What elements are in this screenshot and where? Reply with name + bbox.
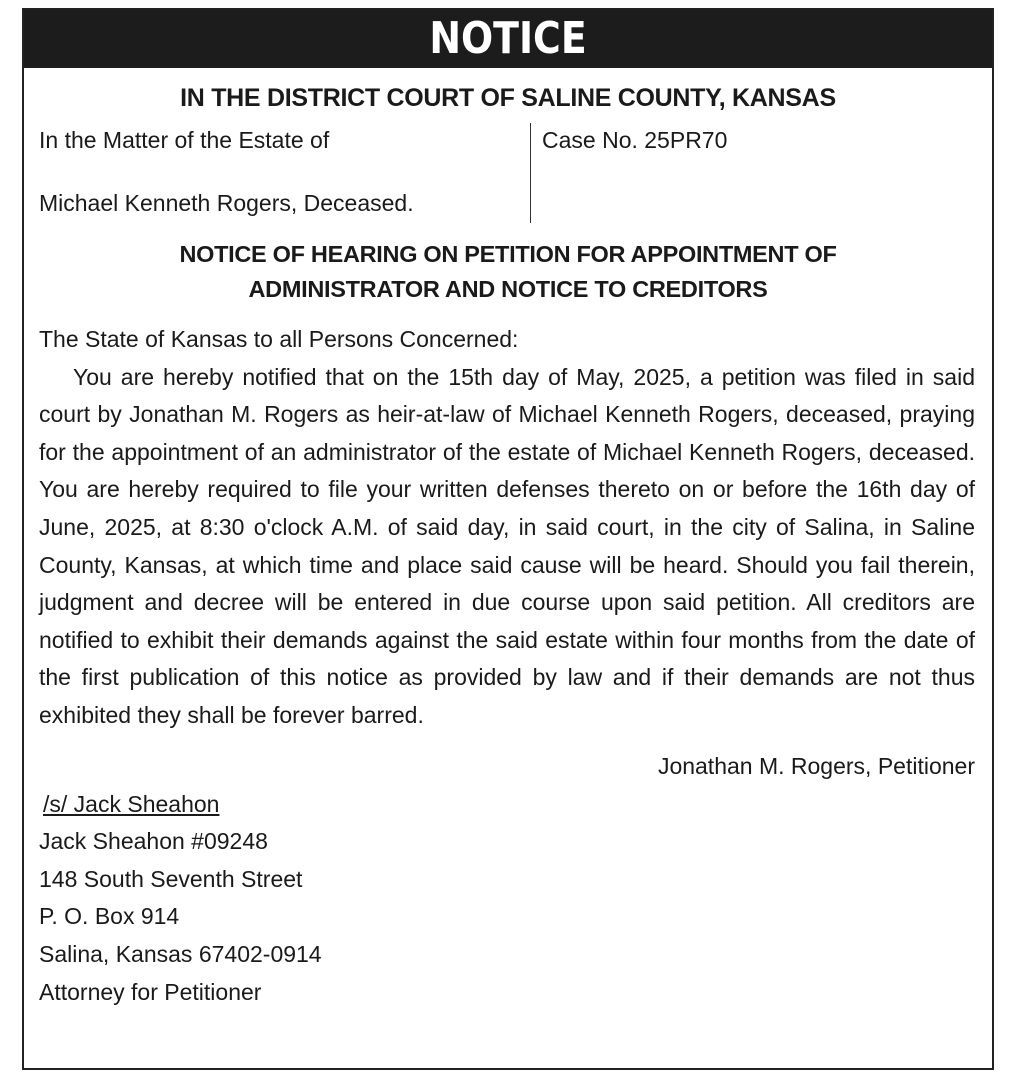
petitioner-signature-line: Jonathan M. Rogers, Petitioner <box>657 752 975 779</box>
caption-divider <box>530 123 531 223</box>
case-caption <box>24 123 992 217</box>
attorney-role: Attorney for Petitioner <box>39 978 262 1005</box>
legal-notice <box>22 8 994 1070</box>
notice-heading <box>24 237 992 307</box>
matter-line-2: Michael Kenneth Rogers, Deceased. <box>39 190 414 216</box>
notice-banner <box>24 10 992 68</box>
attorney-street: 148 South Seventh Street <box>39 865 303 892</box>
matter-line-1: In the Matter of the Estate of <box>39 127 330 153</box>
attorney-name: Jack Sheahon #09248 <box>39 828 268 855</box>
notice-heading-line-2: ADMINISTRATOR AND NOTICE TO CREDITORS <box>248 276 768 302</box>
salutation: The State of Kansas to all Persons Concerned: <box>39 326 519 352</box>
attorney-signature: /s/ Jack Sheahon <box>43 790 220 817</box>
notice-body <box>39 321 975 735</box>
matter-of-estate <box>39 127 529 217</box>
court-title: IN THE DISTRICT COURT OF SALINE COUNTY, KANSAS <box>180 84 836 112</box>
notice-paragraph: You are hereby notified that on the 15th day of May, 2025, a petition was filed in said court by Jonathan M. Rogers as heir-at-law of Michael Kenneth Rogers, deceased, praying for the appointment of an administrator of the estate of Michael Kenneth Rogers, deceased. You are hereby required to file your written defenses thereto on or before the 16th day of June, 2025, at 8:30 o'clock A.M. of said day, in said court, in the city of Salina, in Saline County, Kansas, at which time and place said cause will be heard. Should you fail therein, judgment and decree will be entered in due course upon said petition. All creditors are notified to exhibit their demands against the said estate within four months from the date of the first publication of this notice as provided by law and if their demands are not thus exhibited they shall be forever barred. <box>39 363 975 728</box>
attorney-block <box>39 786 977 1012</box>
case-number: Case No. 25PR70 <box>542 127 728 153</box>
attorney-city: Salina, Kansas 67402-0914 <box>39 940 322 967</box>
notice-banner-title: NOTICE <box>92 10 924 68</box>
notice-heading-line-1: NOTICE OF HEARING ON PETITION FOR APPOINTMENT OF <box>179 241 837 267</box>
attorney-po-box: P. O. Box 914 <box>39 903 180 930</box>
